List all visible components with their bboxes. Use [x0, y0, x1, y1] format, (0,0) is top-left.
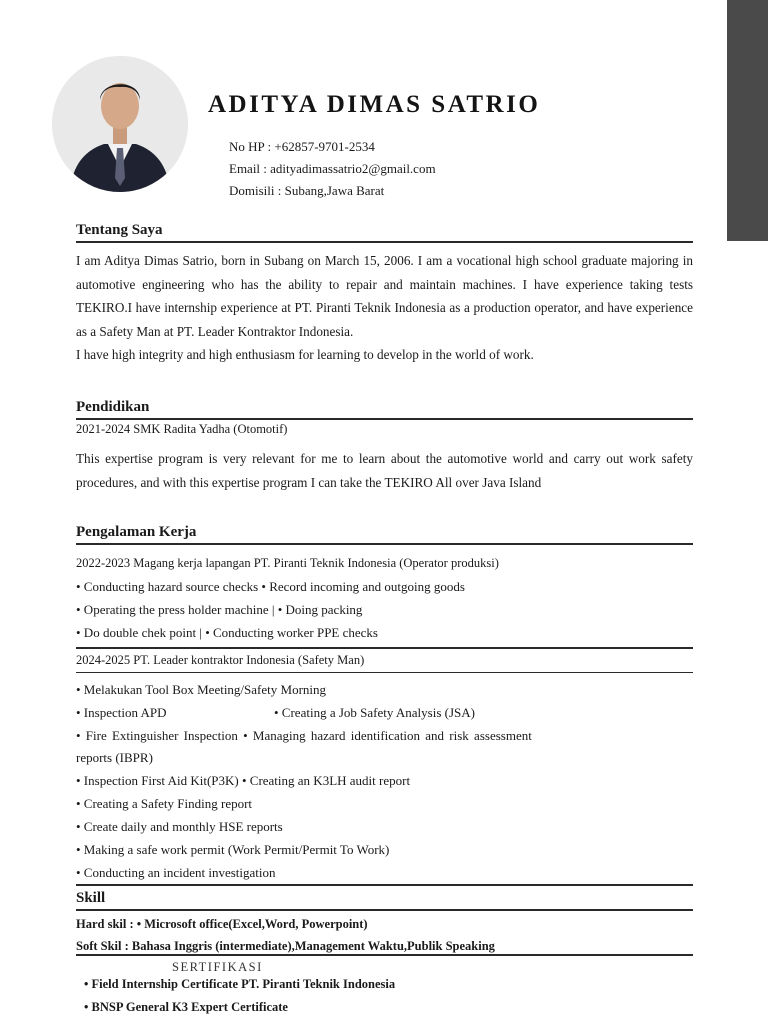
- about-paragraph-2: I have high integrity and high enthusiasm for learning to develop in the world of work.: [76, 347, 534, 362]
- education-section: [76, 398, 693, 494]
- job1-heading: 2022-2023 Magang kerja lapangan PT. Piranti Teknik Indonesia (Operator produksi): [76, 556, 499, 570]
- about-heading: Tentang Saya: [76, 222, 163, 238]
- skill-divider: [76, 909, 693, 911]
- job2-duty: • Melakukan Tool Box Meeting/Safety Morning: [76, 682, 327, 697]
- job1-duty: • Conducting hazard source checks • Record incoming and outgoing goods: [76, 579, 465, 594]
- skill-heading: Skill: [76, 890, 106, 906]
- certification-heading: SERTIFIKASI: [172, 960, 263, 974]
- education-entry: 2021-2024 SMK Radita Yadha (Otomotif): [76, 422, 288, 436]
- job2-duty: • Inspection First Aid Kit(P3K) • Creating an K3LH audit report: [76, 773, 411, 788]
- experience-heading: Pengalaman Kerja: [76, 524, 197, 540]
- hard-skill: Hard skil : • Microsoft office(Excel,Word, Powerpoint): [76, 917, 368, 931]
- profile-photo: [52, 56, 188, 192]
- about-paragraph: I am Aditya Dimas Satrio, born in Subang on March 15, 2006. I am a vocational high school graduate majoring in automotive engineering who has the ability to repair and maintain machines. I have experience taking tests TEKIRO.I have internship experience at PT. Piranti Teknik Indonesia as a production operator, and have experience as a Safety Man at PT. Leader Kontraktor Indonesia.: [76, 253, 693, 339]
- job2-duty: • Fire Extinguisher Inspection • Managing hazard identification and risk assessment: [76, 728, 532, 743]
- experience-divider: [76, 543, 693, 545]
- job2-bottom-divider: [76, 672, 693, 673]
- skill-section: [76, 884, 693, 956]
- job2-duty: • Conducting an incident investigation: [76, 865, 276, 880]
- certificate-item: • BNSP General K3 Expert Certificate: [84, 1000, 288, 1014]
- about-divider: [76, 241, 693, 243]
- soft-skill: Soft Skil : Bahasa Inggris (intermediate),Management Waktu,Publik Speaking: [76, 939, 495, 953]
- job2-heading: 2024-2025 PT. Leader kontraktor Indonesia (Safety Man): [76, 653, 365, 667]
- experience-section: [76, 523, 693, 545]
- skill-top-divider: [76, 884, 693, 886]
- job2-duty: • Create daily and monthly HSE reports: [76, 819, 283, 834]
- job2-duty: • Creating a Safety Finding report: [76, 796, 253, 811]
- certificate-item: • Field Internship Certificate PT. Piranti Teknik Indonesia: [84, 977, 396, 991]
- job2-block: [76, 645, 693, 673]
- job2-duty: reports (IBPR): [76, 750, 153, 765]
- profile-photo-image: [52, 56, 188, 192]
- side-accent-bar: [727, 0, 768, 241]
- email-address: Email : adityadimassatrio2@gmail.com: [229, 161, 436, 176]
- candidate-name: ADITYA DIMAS SATRIO: [208, 91, 541, 118]
- job2-duty: • Making a safe work permit (Work Permit/Permit To Work): [76, 842, 390, 857]
- education-heading: Pendidikan: [76, 399, 150, 415]
- job1-duty: • Operating the press holder machine | • Doing packing: [76, 602, 363, 617]
- job1-duty: • Do double chek point | • Conducting worker PPE checks: [76, 625, 378, 640]
- domicile: Domisili : Subang,Jawa Barat: [229, 183, 385, 198]
- about-section: [76, 221, 693, 367]
- job2-duty: • Creating a Job Safety Analysis (JSA): [274, 705, 475, 720]
- phone-number: No HP : +62857-9701-2534: [229, 139, 375, 154]
- education-description: This expertise program is very relevant for me to learn about the automotive world and carry out work safety procedures, and with this expertise program I can take the TEKIRO All over Java Island: [76, 451, 693, 490]
- job2-duty: • Inspection APD: [76, 705, 167, 720]
- contact-info: [229, 136, 436, 202]
